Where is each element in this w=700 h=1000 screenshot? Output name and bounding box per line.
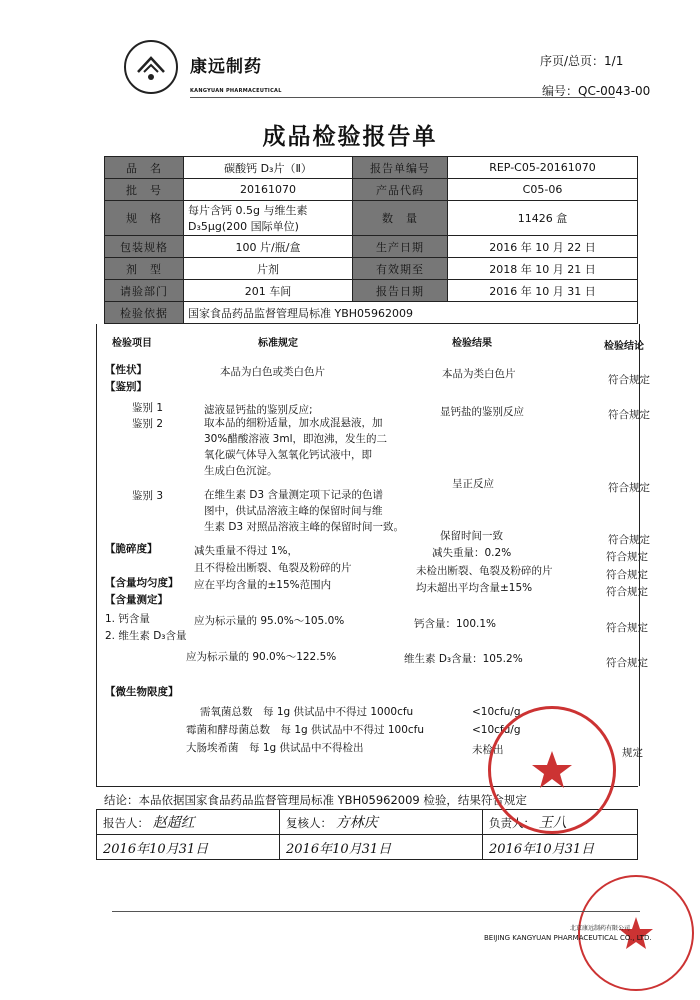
manager-signature: 王八 (538, 815, 567, 831)
footer-company-cn: 北京康远制药有限公司 (570, 925, 631, 932)
test-result: 未检出断裂、龟裂及粉碎的片 (416, 565, 553, 577)
info-value: 片剂 (184, 258, 353, 280)
standard-line: 30%醋酸溶液 3ml，即泡沸，发生的二 (204, 433, 388, 445)
test-standard: 需氧菌总数 每 1g 供试品中不得过 1000cfu (200, 706, 414, 718)
test-result: 显钙盐的鉴别反应 (440, 406, 524, 418)
conclusion-text: 结论：本品依据国家食品药品监督管理局标准 YBH05962009 检验，结果符合规定 (104, 793, 527, 807)
test-item-name: 【脆碎度】 (105, 543, 158, 555)
reporter-label: 报告人： (103, 816, 149, 830)
column-header-standard: 标准规定 (258, 338, 298, 349)
basis-value: 国家食品药品监督管理局标准 YBH05962009 (184, 302, 638, 324)
test-sub-item: 2. 维生素 D₃含量 (105, 630, 187, 642)
reviewer-date: 2016年10月31日 (280, 835, 483, 860)
info-value: 20161070 (184, 179, 353, 201)
info-row (105, 280, 638, 302)
logo-icon (126, 42, 176, 92)
info-row (105, 302, 638, 324)
basis-label: 检验依据 (105, 302, 184, 324)
test-conclusion: 符合规定 (606, 657, 648, 669)
test-standard: 大肠埃希菌 每 1g 供试品中不得检出 (186, 742, 364, 754)
seal-star-icon (491, 709, 613, 831)
test-standard-multiline (204, 487, 404, 535)
info-value: 2018 年 10 月 21 日 (448, 258, 638, 280)
test-conclusion: 符合规定 (608, 409, 650, 421)
info-label: 生产日期 (353, 236, 448, 258)
info-label: 报告单编号 (353, 157, 448, 179)
standard-line: 生成白色沉淀。 (204, 465, 278, 477)
test-standard-multiline (204, 415, 387, 479)
info-value: 2016 年 10 月 22 日 (448, 236, 638, 258)
test-result: 钙含量：100.1% (414, 618, 497, 630)
test-standard: 应在平均含量的±15%范围内 (194, 579, 332, 591)
info-value: 碳酸钙 D₃片（Ⅱ） (184, 157, 353, 179)
info-label: 产品代码 (353, 179, 448, 201)
info-row (105, 258, 638, 280)
test-result: <10cfu/g (472, 724, 521, 736)
footer-company-en: BEIJING KANGYUAN PHARMACEUTICAL CO., LTD. (484, 934, 652, 942)
test-conclusion: 符合规定 (608, 534, 650, 546)
test-result: 维生素 D₃含量：105.2% (404, 653, 523, 665)
test-result: 保留时间一致 (440, 530, 503, 542)
test-item-name: 【含量均匀度】 (105, 577, 179, 589)
standard-line: 在维生素 D3 含量测定项下记录的色谱 (204, 489, 383, 501)
reviewer-cell (280, 810, 483, 835)
info-row (105, 201, 638, 236)
test-item-name: 【性状】 (105, 364, 147, 376)
manager-date: 2016年10月31日 (483, 835, 638, 860)
test-sub-item: 鉴别 3 (132, 490, 164, 502)
test-sub-item: 1. 钙含量 (105, 613, 150, 625)
column-header-result: 检验结果 (452, 338, 492, 349)
test-sub-item: 鉴别 1 (132, 402, 164, 414)
test-result: 均未超出平均含量±15% (416, 582, 533, 594)
test-conclusion: 符合规定 (608, 374, 650, 386)
info-label: 报告日期 (353, 280, 448, 302)
info-value: 每片含钙 0.5g 与维生素 D₃5μg(200 国际单位) (184, 201, 353, 236)
info-label: 剂 型 (105, 258, 184, 280)
test-result: 呈正反应 (452, 478, 494, 490)
info-row (105, 179, 638, 201)
manager-label: 负责人： (489, 816, 535, 830)
column-header-conclusion: 检验结论 (604, 341, 644, 352)
test-conclusion: 符合规定 (608, 482, 650, 494)
test-item-name: 【微生物限度】 (105, 686, 179, 698)
info-label: 请验部门 (105, 280, 184, 302)
signature-date-row (97, 835, 638, 860)
test-standard: 且不得检出断裂、龟裂及粉碎的片 (194, 562, 352, 574)
info-value: 11426 盒 (448, 201, 638, 236)
test-standard: 应为标示量的 95.0%～105.0% (194, 615, 345, 627)
info-label: 包装规格 (105, 236, 184, 258)
standard-line: 图中，供试品溶液主峰的保留时间与维 (204, 505, 383, 517)
test-standard: 应为标示量的 90.0%～122.5% (186, 651, 337, 663)
test-standard: 霉菌和酵母菌总数 每 1g 供试品中不得过 100cfu (186, 724, 425, 736)
test-standard: 滤液显钙盐的鉴别反应; (204, 404, 313, 416)
reviewer-signature: 方林庆 (335, 815, 378, 831)
standard-line: 生素 D3 对照品溶液主峰的保留时间一致。 (204, 521, 404, 533)
test-conclusion: 符合规定 (606, 569, 648, 581)
reporter-signature: 赵超红 (152, 815, 195, 831)
info-label: 数 量 (353, 201, 448, 236)
seal-star-icon (580, 877, 692, 989)
test-result: 减失重量：0.2% (432, 547, 512, 559)
test-item-name: 【含量测定】 (105, 594, 168, 606)
info-value: 100 片/瓶/盒 (184, 236, 353, 258)
info-label: 规 格 (105, 201, 184, 236)
footer-divider (112, 911, 640, 912)
info-value: C05-06 (448, 179, 638, 201)
page-number: 序页/总页：1/1 (540, 54, 624, 68)
standard-line: 氧化碳气体导入氢氧化钙试液中，即 (204, 449, 372, 461)
test-sub-item: 鉴别 2 (132, 418, 164, 430)
info-label: 批 号 (105, 179, 184, 201)
test-conclusion: 规定 (622, 747, 643, 759)
info-row (105, 236, 638, 258)
test-item-name: 【鉴别】 (105, 381, 147, 393)
info-label: 品 名 (105, 157, 184, 179)
info-value: REP-C05-20161070 (448, 157, 638, 179)
info-value: 201 车间 (184, 280, 353, 302)
test-standard: 本品为白色或类白色片 (220, 366, 325, 378)
product-info-table (104, 156, 638, 324)
info-label: 有效期至 (353, 258, 448, 280)
test-result: 本品为类白色片 (442, 368, 516, 380)
company-name-en: KANGYUAN PHARMACEUTICAL (190, 88, 282, 94)
reporter-cell (97, 810, 280, 835)
test-conclusion: 符合规定 (606, 586, 648, 598)
test-standard: 减失重量不得过 1%， (194, 545, 298, 557)
distributor-seal-stamp (578, 875, 694, 991)
document-number: 编号：QC-0043-00 (542, 84, 651, 98)
test-conclusion: 符合规定 (606, 551, 648, 563)
company-name: 康远制药 (190, 57, 262, 77)
reporter-date: 2016年10月31日 (97, 835, 280, 860)
test-result: 未检出 (472, 744, 504, 756)
info-row (105, 157, 638, 179)
test-result: <10cfu/g (472, 706, 521, 718)
standard-line: 取本品的细粉适量，加水成混悬液，加 (204, 417, 383, 429)
company-seal-stamp (488, 706, 616, 834)
info-value: 2016 年 10 月 31 日 (448, 280, 638, 302)
test-conclusion: 符合规定 (606, 622, 648, 634)
reviewer-label: 复核人： (286, 816, 332, 830)
report-title: 成品检验报告单 (262, 124, 438, 150)
column-header-item: 检验项目 (112, 338, 152, 349)
